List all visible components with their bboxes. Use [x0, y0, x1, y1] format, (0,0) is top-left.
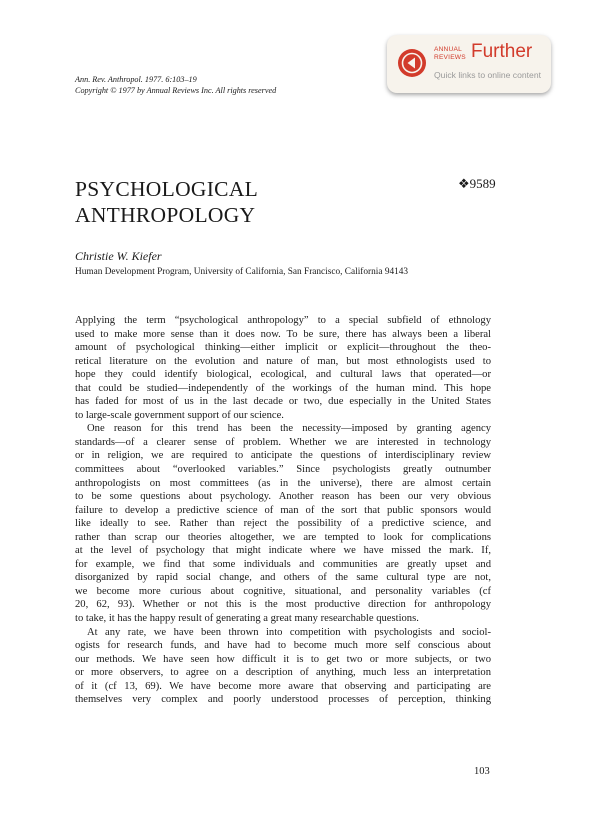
body-line: amount of psychological thinking—either implicit or explicit—throughout the theo- — [75, 342, 491, 354]
page-number: 103 — [474, 766, 490, 777]
body-line: rather than scrap our theories altogether, we are tempted to look for complications — [75, 531, 491, 543]
body-line: our methods. We have seen how difficult it is to get two or more subjects, or two — [75, 653, 491, 665]
body-line: At any rate, we have been thrown into competition with psychologists and sociol- — [87, 626, 491, 638]
annual-reviews-label — [434, 46, 466, 61]
body-line: anthropologists on most committees (as in the universe), there are almost certain — [75, 477, 491, 489]
body-line: ogists for research funds, and have had to become much more self conscious about — [75, 640, 491, 652]
body-line: failure to develop a predictive science of man of the sort that public sponsors would — [75, 504, 491, 516]
body-line: to be some questions about psychology. Another reason has been our very obvious — [75, 491, 491, 503]
body-line: like ideally to see. Rather than reject the possibility of a predictive science, and — [75, 518, 491, 530]
journal-citation — [75, 75, 276, 96]
body-line: for example, we find that some individuals and communities are greatly upset and — [75, 558, 491, 570]
body-line: has faded for most of us in the last decade or two, due especially in the United States — [75, 396, 491, 408]
article-title — [75, 176, 258, 228]
body-line: retical literature on the evolution and nature of man, but most ethnologists used to — [75, 355, 491, 367]
further-badge[interactable] — [387, 35, 551, 93]
body-line: standards—of a clearer sense of problem. Whether we are interested in technology — [75, 436, 491, 448]
body-line: that could be studied—independently of the workings of the human mind. This hope — [75, 382, 491, 394]
further-title: Further — [471, 41, 533, 62]
copyright-line: Copyright © 1977 by Annual Reviews Inc. All rights reserved — [75, 85, 277, 95]
body-line: Applying the term “psychological anthropology” to a special subfield of ethnology — [75, 315, 491, 326]
article-code: ❖9589 — [458, 176, 496, 191]
reviews-label: REVIEWS — [434, 53, 466, 61]
article-title-line: ANTHROPOLOGY — [75, 203, 256, 227]
speaker-play-icon — [397, 48, 427, 78]
annual-label: ANNUAL — [434, 46, 462, 53]
body-text — [75, 314, 491, 707]
further-subtitle: Quick links to online content — [434, 70, 542, 80]
body-line: we become more curious about cognitive, situational, and personality variables (cf — [75, 585, 491, 597]
body-line: or in religion, we are required to anticipate the questions of interdisciplinary review — [75, 450, 491, 462]
body-line: used to make more sense than it does now. To be sure, there has always been a liberal — [75, 328, 491, 340]
body-line: or more observers, to agree on a description of anything, much less an interpretation — [75, 667, 491, 679]
body-line: at the level of psychology that might indicate where we have missed the mark. If, — [75, 545, 491, 557]
body-line: committees about “overlooked variables.” Since psychologists greatly outnumber — [75, 464, 491, 476]
body-line: of it (cf 13, 69). We have become more aware that observing and participating are — [75, 680, 491, 692]
body-line: 20, 62, 93). Whether or not this is the most productive direction for anthropology — [75, 599, 491, 611]
body-line: to large-scale government support of our science. — [75, 409, 284, 421]
body-line: disorganized by rapid social change, and others of the same cultural type are not, — [75, 572, 491, 584]
author-affiliation: Human Development Program, University of California, San Francisco, California 94143 — [75, 267, 409, 277]
article-title-line: PSYCHOLOGICAL — [75, 177, 259, 201]
body-line: to take, it has the happy result of generating a great many researchable questions. — [75, 613, 419, 625]
body-line: One reason for this trend has been the necessity—imposed by granting agency — [87, 423, 491, 435]
body-line: themselves very complex and poorly understood processes of perception, thinking — [75, 694, 491, 706]
body-line: hope they could identify biological, ecological, and cultural laws that operated—or — [75, 369, 491, 381]
author-name: Christie W. Kiefer — [75, 249, 162, 263]
journal-citation-line: Ann. Rev. Anthropol. 1977. 6:103–19 — [75, 75, 197, 84]
